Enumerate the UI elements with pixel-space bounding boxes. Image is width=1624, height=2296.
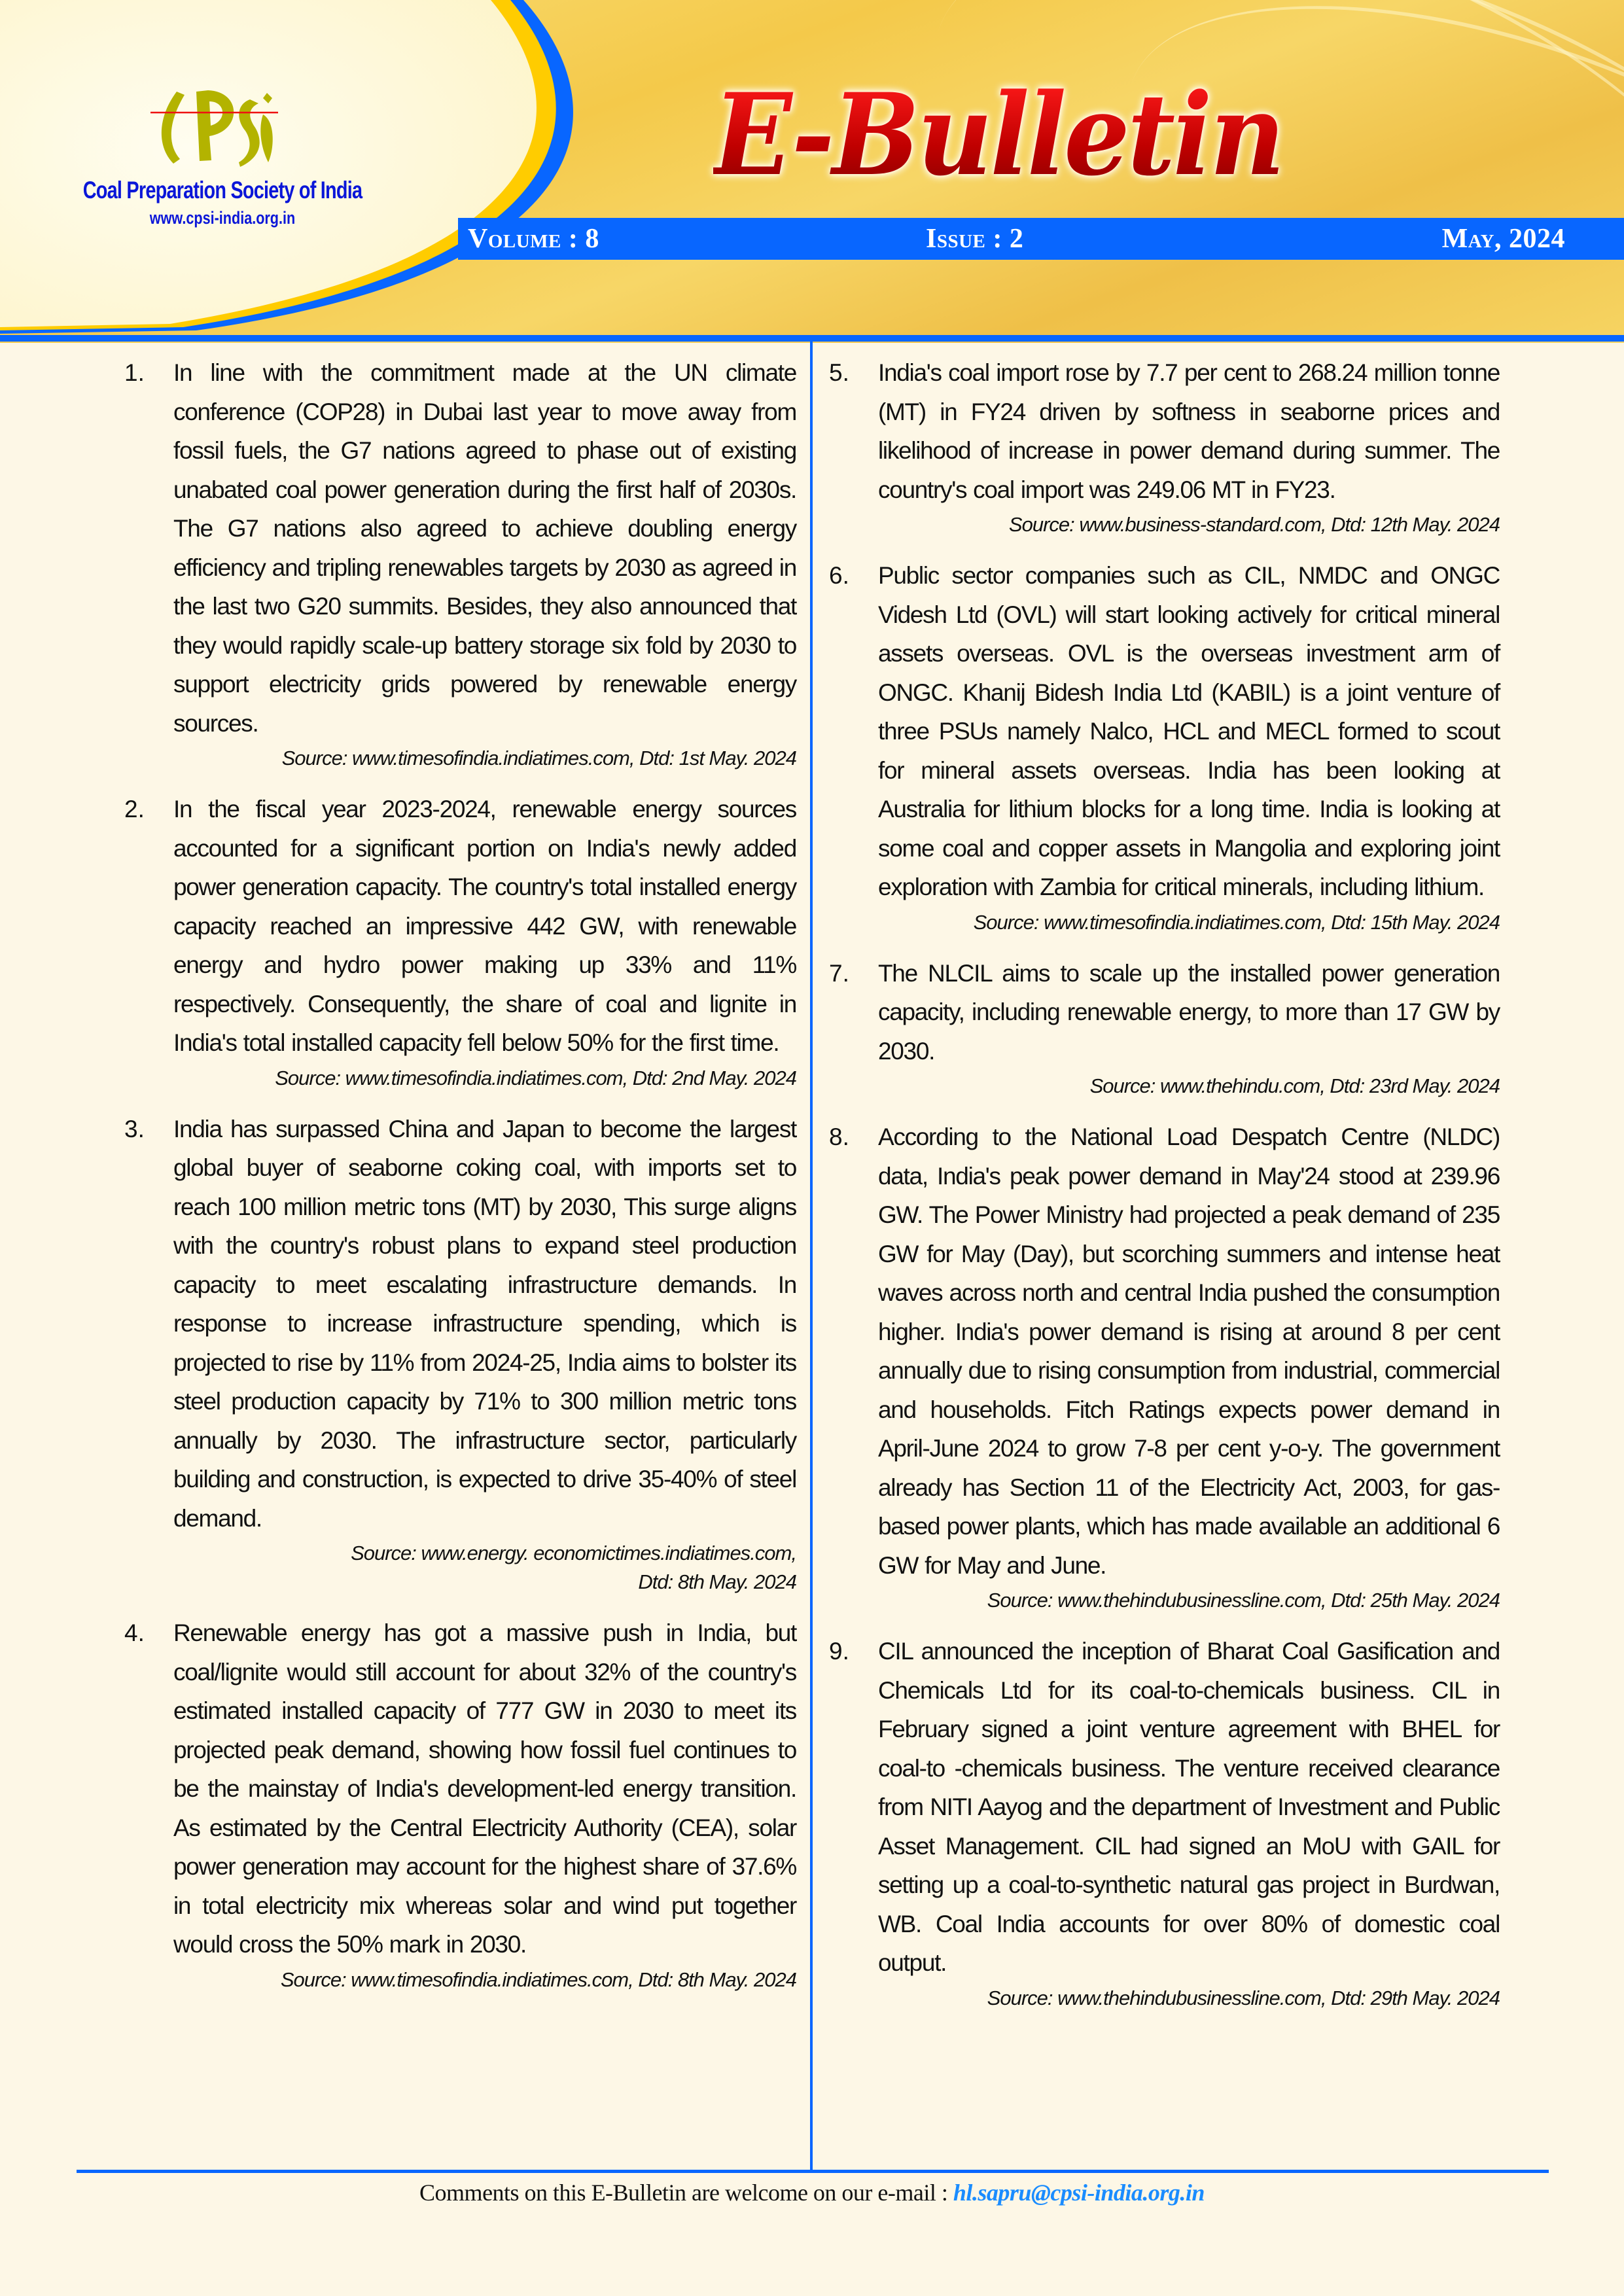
footer-text: Comments on this E-Bulletin are welcome on our e-mail : [419, 2180, 953, 2206]
item-number: 4. [124, 1619, 145, 1646]
right-column [829, 353, 1500, 2030]
header-divider [0, 335, 1624, 342]
item-source: Source: www.energy. economictimes.indiatimes.com, [351, 1542, 796, 1564]
item-source: Source: www.timesofindia.indiatimes.com, Dtd: 8th May. 2024 [280, 1968, 796, 1991]
item-text: CIL announced the inception of Bharat Coal Gasification and Chemicals Ltd for its coal-to-chemicals business. CIL in February signed a joint venture agreement with BHEL for coal-to -chemicals business. The venture received clearance from NITI Aayog and the department of Investment and Public Asset Management. CIL had signed an MoU with GAIL for setting up a coal-to-synthetic natural gas project in Burdwan, WB. Coal India accounts for over 80% of domestic coal output. [878, 1638, 1500, 1976]
column-divider [810, 342, 813, 2171]
footer-divider [77, 2170, 1549, 2173]
item-text: Public sector companies such as CIL, NMDC and ONGC Videsh Ltd (OVL) will start looking actively for critical mineral assets overseas. OVL is the overseas investment arm of ONGC. Khanij Bidesh India Ltd (KABIL) is a joint venture of three PSUs namely Nalco, HCL and MECL formed to scout for mineral assets overseas. India has been looking at Australia for lithium blocks for a long time. India is looking at some coal and copper assets in Mangolia and exploring joint exploration with Zambia for critical minerals, including lithium. [878, 562, 1500, 900]
news-item [829, 353, 1500, 538]
bulletin-title: E-Bulletin [713, 79, 1315, 191]
news-item [111, 1614, 796, 1993]
item-text: India's coal import rose by 7.7 per cent to 268.24 million tonne (MT) in FY24 driven by softness in seaborne prices and likelihood of increase in power demand during summer. The country's coal import was 249.06 MT in FY23. [878, 359, 1500, 503]
item-number: 9. [829, 1638, 849, 1665]
item-number: 7. [829, 959, 849, 987]
news-item [829, 954, 1500, 1100]
issue-date: May, 2024 [1441, 224, 1565, 254]
item-source: Source: www.timesofindia.indiatimes.com, Dtd: 15th May. 2024 [973, 910, 1500, 934]
footer-email-link[interactable]: hl.sapru@cpsi-india.org.in [953, 2180, 1205, 2206]
issue-label: Issue : 2 [926, 224, 1024, 254]
item-text: The NLCIL aims to scale up the installed power generation capacity, including renewable energy, to more than 17 GW by 2030. [878, 959, 1500, 1065]
news-item [829, 1632, 1500, 2011]
volume-label: Volume : 8 [468, 224, 599, 254]
logo-block [39, 85, 406, 228]
cpsi-logo-icon [150, 85, 294, 170]
footer [0, 2179, 1624, 2206]
item-source: Source: www.timesofindia.indiatimes.com, Dtd: 2nd May. 2024 [275, 1066, 796, 1089]
item-text: In line with the commitment made at the UN climate conference (COP28) in Dubai last year to move away from fossil fuels, the G7 nations agreed to phase out of existing unabated coal power generation during the first half of 2030s. The G7 nations also agreed to achieve doubling energy efficiency and tripling renewables targets by 2030 as agreed in the last two G20 summits. Besides, they also announced that they would rapidly scale-up battery storage six fold by 2030 to support electricity grids powered by renewable energy sources. [173, 359, 796, 737]
item-text: According to the National Load Despatch Centre (NLDC) data, India's peak power demand in May'24 stood at 239.96 GW. The Power Ministry had projected a peak demand of 235 GW for May (Day), but scorching summers and intense heat waves across north and central India pushed the consumption higher. India's power demand is rising at around 8 per cent annually due to rising consumption from industrial, commercial and households. Fitch Ratings expects power demand in April-June 2024 to grow 7-8 per cent y-o-y. The government already has Section 11 of the Electricity Act, 2003, for gas-based power plants, which has made available an additional 6 GW for May and June. [878, 1123, 1500, 1579]
item-source: Source: www.business-standard.com, Dtd: 12th May. 2024 [1008, 513, 1500, 536]
item-number: 5. [829, 359, 849, 386]
item-text: In the fiscal year 2023-2024, renewable energy sources accounted for a significant portion on India's newly added power generation capacity. The country's total installed energy capacity reached an impressive 442 GW, with renewable energy and hydro power making up 33% and 11% respectively. Consequently, the share of coal and lignite in India's total installed capacity fell below 50% for the first time. [173, 796, 796, 1056]
org-name: Coal Preparation Society of India [82, 177, 362, 203]
left-column [111, 353, 796, 2011]
item-number: 6. [829, 562, 849, 589]
news-item [111, 353, 796, 771]
news-item [829, 1118, 1500, 1614]
item-source: Source: www.thehindubusinessline.com, Dtd: 29th May. 2024 [987, 1986, 1500, 2009]
issue-info-band [458, 218, 1624, 260]
item-number: 1. [124, 359, 145, 386]
item-source: Source: www.timesofindia.indiatimes.com, Dtd: 1st May. 2024 [281, 747, 796, 769]
item-number: 3. [124, 1115, 145, 1142]
item-number: 2. [124, 796, 145, 822]
org-website-link[interactable]: www.cpsi-india.org.in [149, 208, 296, 228]
news-item [111, 790, 796, 1091]
item-text: India has surpassed China and Japan to become the largest global buyer of seaborne coking coal, with imports set to reach 100 million metric tons (MT) by 2030, This surge aligns with the country's robust plans to expand steel production capacity to meet escalating infrastructure demands. In response to increase infrastructure spending, which is projected to rise by 11% from 2024-25, India aims to bolster its steel production capacity by 71% to 300 million metric tons annually by 2030. The infrastructure sector, particularly building and construction, is expected to drive 35-40% of steel demand. [173, 1115, 796, 1532]
item-source-date: Dtd: 8th May. 2024 [638, 1570, 796, 1593]
item-number: 8. [829, 1123, 849, 1150]
item-source: Source: www.thehindu.com, Dtd: 23rd May. 2024 [1089, 1074, 1500, 1097]
news-item [111, 1110, 796, 1596]
item-source: Source: www.thehindubusinessline.com, Dtd: 25th May. 2024 [987, 1589, 1500, 1612]
item-text: Renewable energy has got a massive push in India, but coal/lignite would still account for about 32% of the country's estimated installed capacity of 777 GW in 2030 to meet its projected peak demand, showing how fossil fuel continues to be the mainstay of India's development-led energy transition. As estimated by the Central Electricity Authority (CEA), solar power generation may account for the highest share of 37.6% in total electricity mix whereas solar and wind put together would cross the 50% mark in 2030. [173, 1619, 796, 1958]
news-item [829, 556, 1500, 936]
masthead [0, 0, 1624, 343]
